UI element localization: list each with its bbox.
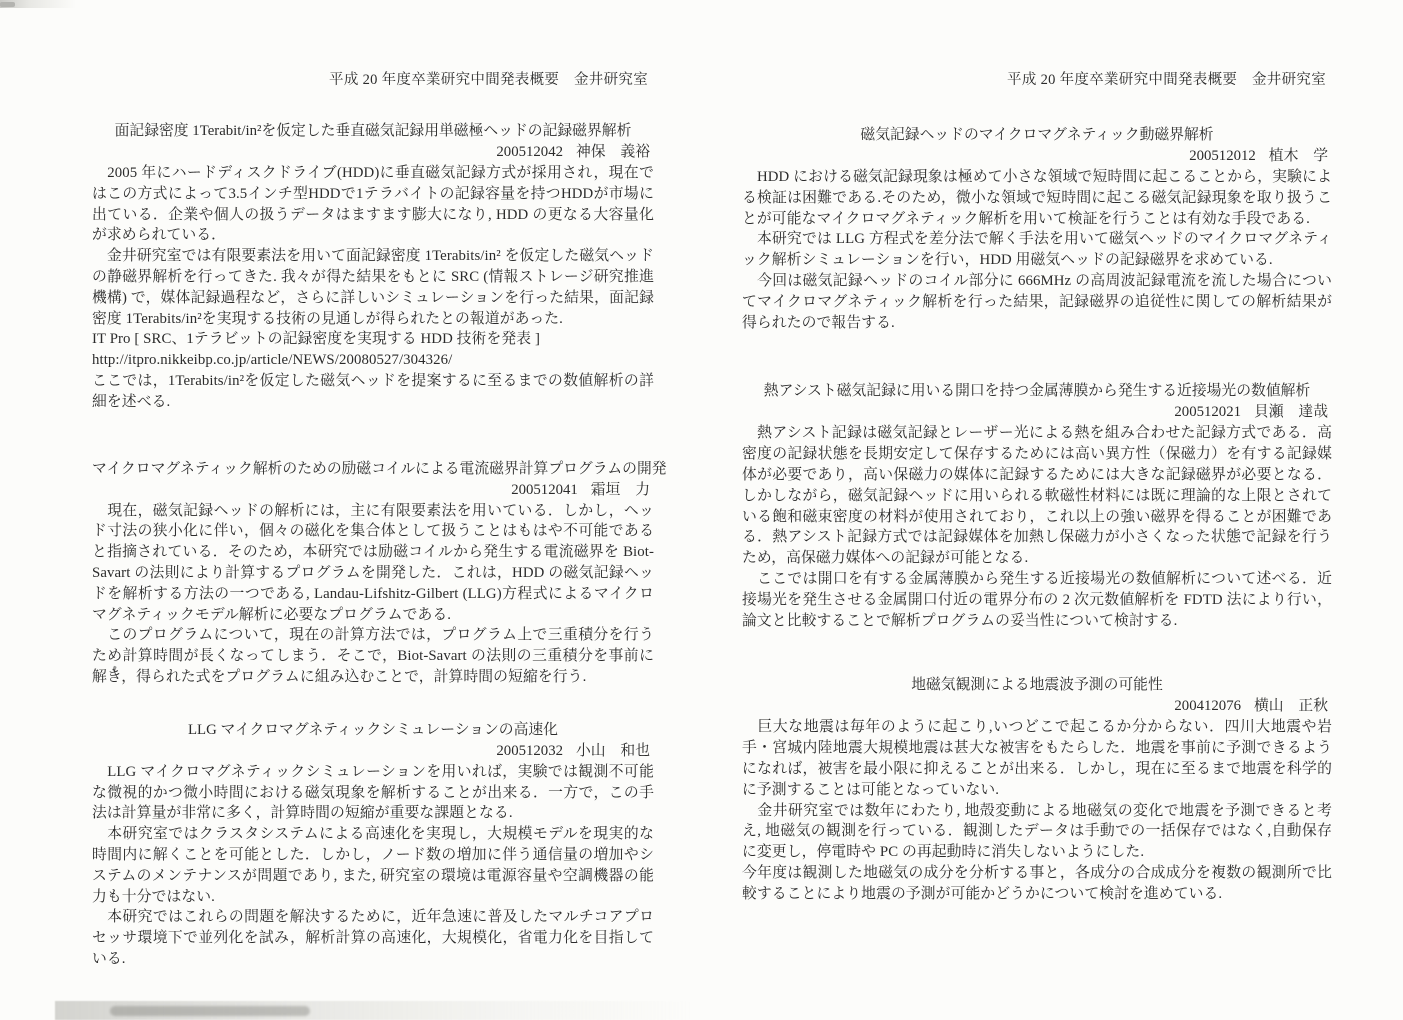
abstract-section bbox=[742, 125, 1332, 333]
student-id: 200412076 bbox=[1174, 698, 1241, 715]
abstract-paragraph: 本研究室ではクラスタシステムによる高速化を実現し，大規模モデルを現実的な時間内に解くことを可能とした．しかし，ノード数の増加に伴う通信量の増加やシステムのメンテナンスが問題であり, また, 研究室の環境は電源容量や空調機器の能力も十分ではない. bbox=[92, 826, 654, 905]
abstract-title: 磁気記録ヘッドのマイクロマグネティック動磁界解析 bbox=[860, 127, 1214, 143]
abstract-section bbox=[742, 381, 1332, 631]
abstract-title: マイクロマグネティック解析のための励磁コイルによる電流磁界計算プログラムの開発 bbox=[92, 460, 667, 477]
abstract-paragraph: HDD における磁気記録現象は極めて小さな領域で短時間に起こることから，実験による検証は困難である.そのため，微小な領域で短時間に起こる磁気記録現象を取り扱うことが可能なマイクロマグネティック解析を用いて検証を行うことは有効な手段である. bbox=[742, 169, 1332, 227]
page-header: 平成 20 年度卒業研究中間発表概要 金井研究室 bbox=[329, 72, 648, 88]
author-line bbox=[92, 142, 654, 163]
abstract-title: 熱アシスト磁気記録に用いる開口を持つ金属薄膜から発生する近接場光の数値解析 bbox=[763, 383, 1311, 400]
abstract-paragraph: 金井研究室では数年にわたり, 地殻変動による地磁気の変化で地震を予測できると考え, 地磁気の観測を行っている．観測したデータは手動での一括保存ではなく,自動保存に変更し，停電時や PC の再起動時に消失しないようにした. bbox=[742, 802, 1332, 861]
page-right bbox=[742, 70, 1332, 905]
author-line bbox=[742, 402, 1332, 423]
abstract-title: LLG マイクロマグネティックシミュレーションの高速化 bbox=[188, 721, 558, 738]
student-id: 200512042 bbox=[496, 144, 563, 160]
abstract-paragraph: 本研究では LLG 方程式を差分法で解く手法を用いて磁気ヘッドのマイクロマグネティック解析シミュレーションを行い，HDD 用磁気ヘッドの記録磁界を求めている. bbox=[742, 231, 1332, 269]
abstract-paragraph-url: http://itpro.nikkeibp.co.jp/article/NEWS/20080527/304326/ bbox=[92, 352, 453, 369]
student-id: 200512041 bbox=[511, 481, 578, 498]
abstract-title: 地磁気観測による地震波予測の可能性 bbox=[911, 677, 1163, 694]
abstract-paragraph: ここでは開口を有する金属薄膜から発生する近接場光の数値解析について述べる．近接場光を発生させる金属開口付近の電界分布の 2 次元数値解析を FDTD 法により行い，論文と比較することで解析プログラムの妥当性について検討する. bbox=[742, 570, 1332, 629]
abstract-paragraph: IT Pro [ SRC、1テラビットの記録密度を実現する HDD 技術を発表 ] bbox=[92, 331, 540, 348]
scan-smudge-top-left-dark bbox=[0, 2, 15, 7]
abstract-section bbox=[92, 459, 667, 688]
abstract-paragraph: ここでは，1Terabits/in²を仮定した磁気ヘッドを提案するに至るまでの数値解析の詳細を述べる. bbox=[92, 372, 654, 410]
abstract-title: 面記録密度 1Terabit/in²を仮定した垂直磁気記録用単磁極ヘッドの記録磁界解析 bbox=[114, 123, 632, 139]
author-name: 貝瀬 達哉 bbox=[1254, 404, 1328, 421]
page-header: 平成 20 年度卒業研究中間発表概要 金井研究室 bbox=[1007, 72, 1326, 88]
abstract-paragraph: 2005 年にハードディスクドライブ(HDD)に垂直磁気記録方式が採用され，現在ではこの方式によって3.5インチ型HDDで1テラバイトの記録容量を持つHDDが市場に出ている．企業や個人の扱うデータはますます膨大になり, HDD の更なる大容量化が求められている． bbox=[92, 165, 654, 244]
abstract-paragraph: 今回は磁気記録ヘッドのコイル部分に 666MHz の高周波記録電流を流した場合についてマイクロマグネティック解析を行った結果，記録磁界の追従性に関しての解析結果が得られたので報告する. bbox=[742, 272, 1332, 331]
abstract-paragraph: このプログラムについて，現在の計算方法では，プログラム上で三重積分を行うため計算時間が長くなってしまう．そこで，Biot-Savart の法則の三重積分を事前に解き，得られた式をプログラムに組み込むことで，計算時間の短縮を行う. bbox=[92, 627, 654, 685]
author-line bbox=[742, 146, 1332, 167]
abstract-paragraph: 熱アシスト記録は磁気記録とレーザー光による熱を組み合わせた記録方式である．高密度の記録状態を長期安定して保存するためには高い異方性（保磁力）を有する記録媒体が必要であり，高い保磁力の媒体に記録するためには大きな記録磁界が必要となる．しかしながら，磁気記録ヘッドに用いられる軟磁性材料には既に理論的な上限とされている飽和磁束密度の材料が使用されており，これ以上の強い磁界を得ることが困難である．熱アシスト記録方式では記録媒体を加熱し保磁力が小さくなった状態で記録を行うため，高保磁力媒体への記録が可能となる. bbox=[742, 425, 1332, 567]
author-name: 横山 正秋 bbox=[1254, 698, 1328, 715]
abstract-paragraph: 本研究ではこれらの問題を解決するために，近年急速に普及したマルチコアプロセッサ環境下で並列化を試み，解析計算の高速化，大規模化，省電力化を目指している. bbox=[92, 909, 654, 967]
student-id: 200512012 bbox=[1189, 148, 1256, 164]
author-line bbox=[92, 480, 654, 501]
scan-shadow-streak bbox=[110, 1006, 310, 1016]
abstract-section bbox=[742, 675, 1332, 904]
author-name: 霜垣 力 bbox=[590, 481, 650, 498]
author-line bbox=[92, 741, 654, 762]
author-name: 神保 義裕 bbox=[576, 144, 650, 160]
abstract-section bbox=[92, 720, 654, 970]
abstract-paragraph: 巨大な地震は毎年のように起こり,いつどこで起こるか分からない．四川大地震や岩手・宮城内陸地震大規模地震は甚大な被害をもたらした．地震を事前に予測できるようになれば，被害を最小限に抑えることが出来る．しかし，現在に至るまで地震を科学的に予測することは可能となっていない. bbox=[742, 719, 1332, 798]
page-left bbox=[92, 70, 667, 970]
student-id: 200512032 bbox=[496, 742, 563, 759]
author-name: 小山 和也 bbox=[576, 742, 650, 759]
abstract-section bbox=[92, 121, 654, 413]
abstract-paragraph: LLG マイクロマグネティックシミュレーションを用いれば，実験では観測不可能な微視的かつ微小時間における磁気現象を解析することが出来る．一方で，この手法は計算量が非常に多く，計算時間の短縮が重要な課題となる. bbox=[92, 763, 654, 822]
abstract-paragraph: 今年度は観測した地磁気の成分を分析する事と，各成分の合成成分を複数の観測所で比較することにより地震の予測が可能かどうかについて検討を進めている. bbox=[742, 864, 1332, 902]
abstract-paragraph: 現在，磁気記録ヘッドの解析には，主に有限要素法を用いている．しかし，ヘッド寸法の狭小化に伴い，個々の磁化を集合体として扱うことはもはや不可能であると指摘されている．そのため，本研究では励磁コイルから発生する電流磁界を Biot-Savart の法則により計算するプログラムを開発した．これは，HDD の磁気記録ヘッドを解析する方法の一つである, Landau-Lifshitz-Gilbert (LLG)方程式によるマイクロマグネティックモデル解析に必要なプログラムである. bbox=[92, 502, 654, 623]
author-name: 植木 学 bbox=[1268, 148, 1328, 164]
student-id: 200512021 bbox=[1174, 404, 1241, 421]
abstract-paragraph: 金井研究室では有限要素法を用いて面記録密度 1Terabits/in² を仮定した磁気ヘッドの静磁界解析を行ってきた. 我々が得た結果をもとに SRC (情報ストレージ研究推進機構) で，媒体記録過程など，さらに詳しいシミュレーションを行った結果，面記録密度 1Terabits/in²を実現する技術の見通しが得られたとの報道があった. bbox=[92, 248, 654, 327]
author-line bbox=[742, 696, 1332, 717]
